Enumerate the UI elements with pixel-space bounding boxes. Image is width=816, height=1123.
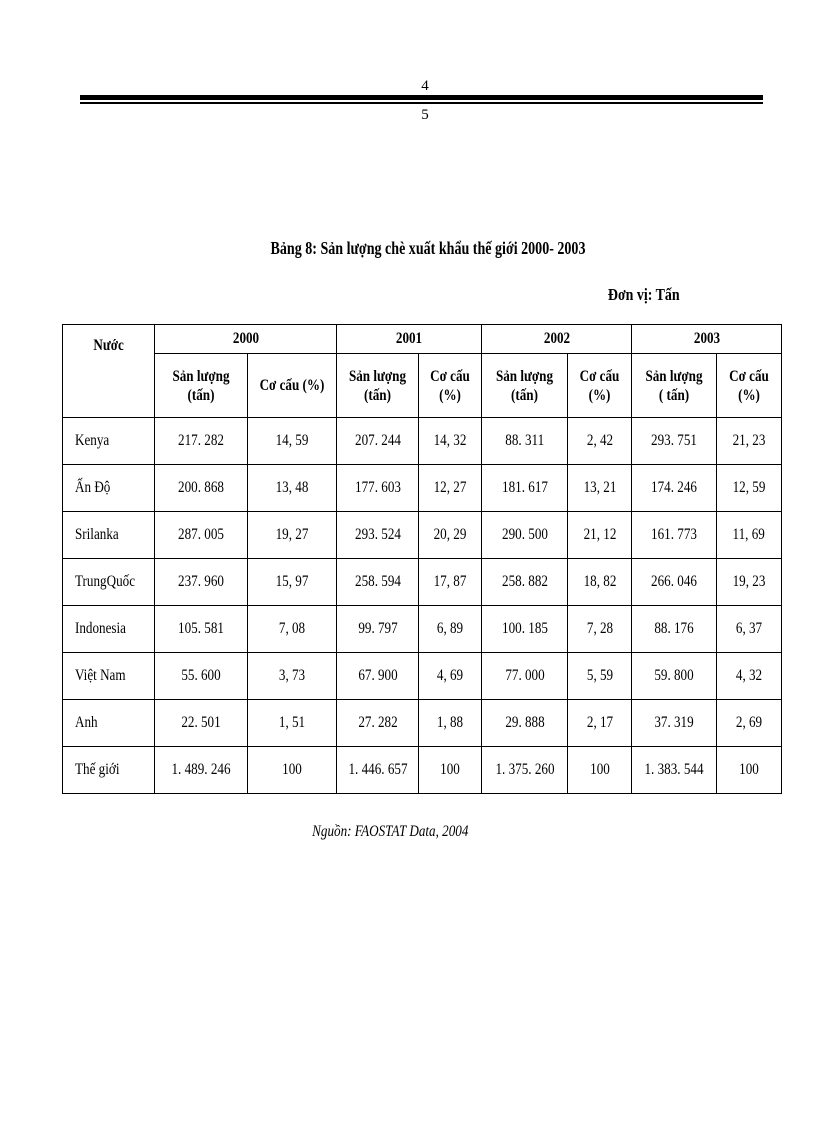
cell-value: 4, 32 <box>735 667 763 684</box>
cell-value: 19, 27 <box>275 526 309 543</box>
quantity-cell <box>337 465 419 512</box>
quantity-cell <box>482 653 568 700</box>
quantity-cell <box>337 559 419 606</box>
cell-value: 7, 08 <box>278 620 306 637</box>
share-subheader <box>419 354 482 418</box>
cell-value: 217. 282 <box>178 432 224 449</box>
cell-value: 2, 17 <box>586 714 613 731</box>
unit-label-text: Đơn vị: Tấn <box>607 285 680 304</box>
share-cell <box>568 747 632 794</box>
table-row <box>63 653 782 700</box>
subheader-line: (%) <box>439 386 461 404</box>
quantity-cell <box>482 700 568 747</box>
cell-value: 17, 87 <box>433 573 467 590</box>
share-cell <box>568 700 632 747</box>
cell-value: 105. 581 <box>178 620 224 637</box>
cell-value: 13, 48 <box>275 479 309 496</box>
cell-value: 1. 489. 246 <box>171 761 231 778</box>
page-number-top: 4 <box>421 78 429 94</box>
quantity-cell <box>482 559 568 606</box>
cell-value: 59. 800 <box>654 667 694 684</box>
cell-value: 55. 600 <box>181 667 221 684</box>
year-header-row <box>63 325 782 354</box>
quantity-cell <box>337 653 419 700</box>
subheader-line: (%) <box>588 386 611 404</box>
share-cell <box>248 747 337 794</box>
quantity-cell <box>337 700 419 747</box>
cell-value: 18, 82 <box>583 573 616 590</box>
country-name: Kenya <box>75 432 110 449</box>
cell-value: 6, 37 <box>735 620 763 637</box>
subheader-line: Sản lượng <box>495 367 554 385</box>
cell-value: 174. 246 <box>651 479 697 496</box>
cell-value: 37. 319 <box>654 714 694 731</box>
quantity-cell <box>632 747 717 794</box>
header-rule-thick <box>80 95 763 100</box>
year-header: 2000 <box>155 325 337 354</box>
quantity-cell <box>482 465 568 512</box>
country-name: Indonesia <box>75 620 127 637</box>
subheader-line: Cơ cấu (%) <box>259 377 325 394</box>
cell-value: 237. 960 <box>178 573 224 590</box>
cell-value: 100. 185 <box>501 620 548 637</box>
table-row <box>63 512 782 559</box>
cell-value: 67. 900 <box>357 667 398 684</box>
share-cell <box>419 606 482 653</box>
share-cell <box>419 700 482 747</box>
subheader-line: ( tấn) <box>658 386 690 404</box>
cell-value: 99. 797 <box>357 620 398 637</box>
quantity-cell <box>632 700 717 747</box>
share-subheader <box>717 354 782 418</box>
cell-value: 100 <box>440 761 460 778</box>
share-cell <box>568 606 632 653</box>
share-cell <box>717 700 782 747</box>
cell-value: 1, 51 <box>278 714 306 731</box>
page-number-bottom: 5 <box>421 107 429 123</box>
table-row <box>63 700 782 747</box>
country-header: Nước <box>63 325 155 418</box>
share-cell <box>248 465 337 512</box>
quantity-subheader <box>482 354 568 418</box>
cell-value: 3, 73 <box>278 667 306 684</box>
cell-value: 287. 005 <box>178 526 224 543</box>
share-cell <box>419 465 482 512</box>
year-header: 2001 <box>337 325 482 354</box>
share-cell <box>717 512 782 559</box>
quantity-cell <box>337 512 419 559</box>
quantity-cell <box>155 606 248 653</box>
cell-value: 207. 244 <box>354 432 401 449</box>
country-cell <box>63 465 155 512</box>
cell-value: 200. 868 <box>178 479 224 496</box>
share-cell <box>568 465 632 512</box>
share-cell <box>568 418 632 465</box>
cell-value: 5, 59 <box>586 667 613 684</box>
share-cell <box>717 653 782 700</box>
cell-value: 1. 375. 260 <box>494 761 555 778</box>
subheader-line: Sản lượng <box>172 367 230 385</box>
table-title: Bảng 8: Sản lượng chè xuất khẩu thế giới 2000- 2003 <box>270 238 586 258</box>
country-name: Thế giới <box>75 761 120 778</box>
subheader-line: Cơ cấu <box>430 367 470 385</box>
cell-value: 1. 446. 657 <box>347 761 408 778</box>
quantity-cell <box>632 418 717 465</box>
share-cell <box>248 700 337 747</box>
country-name: Anh <box>75 714 98 731</box>
country-name: Srilanka <box>75 526 119 543</box>
quantity-cell <box>155 559 248 606</box>
quantity-cell <box>155 465 248 512</box>
cell-value: 15, 97 <box>275 573 309 590</box>
share-cell <box>717 606 782 653</box>
share-cell <box>568 559 632 606</box>
cell-value: 88. 311 <box>505 432 544 449</box>
table-row <box>63 606 782 653</box>
cell-value: 161. 773 <box>651 526 697 543</box>
share-cell <box>248 418 337 465</box>
share-cell <box>419 747 482 794</box>
subheader-line: (tấn) <box>511 386 538 404</box>
quantity-cell <box>337 418 419 465</box>
cell-value: 27. 282 <box>357 714 398 731</box>
quantity-cell <box>155 418 248 465</box>
share-cell <box>717 418 782 465</box>
share-cell <box>419 653 482 700</box>
quantity-cell <box>632 653 717 700</box>
cell-value: 12, 59 <box>732 479 766 496</box>
cell-value: 21, 12 <box>583 526 616 543</box>
country-cell <box>63 653 155 700</box>
cell-value: 88. 176 <box>654 620 694 637</box>
subheader-line: Cơ cấu <box>729 367 769 385</box>
cell-value: 4, 69 <box>436 667 464 684</box>
country-cell <box>63 512 155 559</box>
cell-value: 177. 603 <box>354 479 401 496</box>
quantity-cell <box>632 559 717 606</box>
cell-value: 11, 69 <box>732 526 766 543</box>
share-cell <box>419 418 482 465</box>
quantity-subheader <box>337 354 419 418</box>
cell-value: 29. 888 <box>504 714 545 731</box>
cell-value: 21, 23 <box>732 432 766 449</box>
quantity-cell <box>155 512 248 559</box>
country-cell <box>63 559 155 606</box>
table-row <box>63 465 782 512</box>
share-cell <box>248 559 337 606</box>
share-cell <box>248 606 337 653</box>
cell-value: 77. 000 <box>504 667 545 684</box>
share-cell <box>568 512 632 559</box>
cell-value: 14, 59 <box>275 432 309 449</box>
quantity-cell <box>482 747 568 794</box>
cell-value: 19, 23 <box>732 573 766 590</box>
country-name: Ấn Độ <box>75 479 111 496</box>
subheader-line: (%) <box>738 386 760 404</box>
share-cell <box>717 747 782 794</box>
country-cell <box>63 700 155 747</box>
cell-value: 293. 524 <box>354 526 401 543</box>
cell-value: 12, 27 <box>433 479 467 496</box>
quantity-cell <box>155 653 248 700</box>
cell-value: 2, 42 <box>586 432 613 449</box>
quantity-cell <box>337 606 419 653</box>
quantity-cell <box>632 465 717 512</box>
quantity-cell <box>337 747 419 794</box>
cell-value: 1. 383. 544 <box>644 761 704 778</box>
cell-value: 258. 594 <box>354 573 401 590</box>
tea-export-table <box>62 324 782 794</box>
subheader-line: Cơ cấu <box>579 367 620 385</box>
cell-value: 266. 046 <box>651 573 697 590</box>
quantity-cell <box>632 606 717 653</box>
cell-value: 293. 751 <box>651 432 697 449</box>
cell-value: 22. 501 <box>181 714 221 731</box>
table-row <box>63 418 782 465</box>
unit-label <box>600 285 720 305</box>
cell-value: 6, 89 <box>436 620 464 637</box>
subheader-line: Sản lượng <box>348 367 407 385</box>
cell-value: 13, 21 <box>583 479 616 496</box>
cell-value: 7, 28 <box>586 620 613 637</box>
table-row <box>63 559 782 606</box>
cell-value: 100 <box>589 761 610 778</box>
quantity-cell <box>155 700 248 747</box>
table-body <box>63 418 782 794</box>
share-cell <box>717 465 782 512</box>
share-cell <box>568 653 632 700</box>
quantity-subheader <box>155 354 248 418</box>
cell-value: 2, 69 <box>735 714 763 731</box>
cell-value: 14, 32 <box>433 432 467 449</box>
share-cell <box>717 559 782 606</box>
country-name: TrungQuốc <box>75 573 136 590</box>
country-cell <box>63 418 155 465</box>
country-cell <box>63 606 155 653</box>
subheader-line: (tấn) <box>187 386 215 404</box>
share-cell <box>248 512 337 559</box>
subheader-line: (tấn) <box>364 386 391 404</box>
year-header: 2002 <box>482 325 632 354</box>
table-row <box>63 747 782 794</box>
quantity-subheader <box>632 354 717 418</box>
country-cell <box>63 747 155 794</box>
share-cell <box>419 559 482 606</box>
cell-value: 20, 29 <box>433 526 467 543</box>
quantity-cell <box>155 747 248 794</box>
source-note: Nguồn: FAOSTAT Data, 2004 <box>311 823 469 840</box>
share-cell <box>419 512 482 559</box>
share-cell <box>248 653 337 700</box>
cell-value: 100 <box>739 761 759 778</box>
cell-value: 290. 500 <box>501 526 548 543</box>
share-subheader <box>568 354 632 418</box>
header-rule-thin <box>80 102 763 104</box>
cell-value: 1, 88 <box>436 714 464 731</box>
quantity-cell <box>482 606 568 653</box>
year-header: 2003 <box>632 325 782 354</box>
cell-value: 258. 882 <box>501 573 548 590</box>
share-subheader <box>248 354 337 418</box>
cell-value: 181. 617 <box>501 479 548 496</box>
quantity-cell <box>482 418 568 465</box>
quantity-cell <box>632 512 717 559</box>
sub-header-row <box>63 354 782 418</box>
country-name: Việt Nam <box>75 667 126 684</box>
subheader-line: Sản lượng <box>645 367 703 385</box>
quantity-cell <box>482 512 568 559</box>
cell-value: 100 <box>282 761 302 778</box>
